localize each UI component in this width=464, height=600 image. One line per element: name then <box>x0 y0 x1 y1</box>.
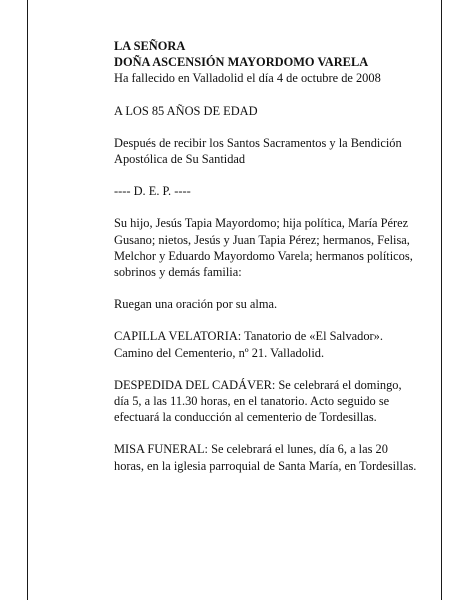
death-info: Ha fallecido en Valladolid el día 4 de octubre de 2008 <box>114 71 381 86</box>
rip-line: ---- D. E. P. ---- <box>114 184 191 199</box>
age-line: A LOS 85 AÑOS DE EDAD <box>114 103 258 118</box>
chapel-info: CAPILLA VELATORIA: Tanatorio de «El Salvador». Camino del Cementerio, nº 21. Valladolid. <box>114 329 383 360</box>
notice-title-line1: LA SEÑORA <box>114 39 186 53</box>
funeral-mass-info: MISA FUNERAL: Se celebrará el lunes, día 6, a las 20 horas, en la iglesia parroquial de Santa María, en Tordesillas. <box>114 442 417 473</box>
notice-title-name: DOÑA ASCENSIÓN MAYORDOMO VARELA <box>114 55 369 70</box>
family-paragraph: Su hijo, Jesús Tapia Mayordomo; hija política, María Pérez Gusano; nietos, Jesús y Juan Tapia Pérez; hermanos, Felisa, Melchor y Eduardo Mayordomo Varela; hermanos políticos, sobrinos y demás familia: <box>114 216 413 280</box>
sacraments-paragraph: Después de recibir los Santos Sacramentos y la Bendición Apostólica de Su Santidad <box>114 135 402 167</box>
farewell-info: DESPEDIDA DEL CADÁVER: Se celebrará el domingo, día 5, a las 11.30 horas, en el tanatorio. Acto seguido se efectuará la conducción al cementerio de Tordesillas. <box>114 377 402 425</box>
prayer-request: Ruegan una oración por su alma. <box>114 297 278 312</box>
obituary-notice <box>114 38 419 474</box>
